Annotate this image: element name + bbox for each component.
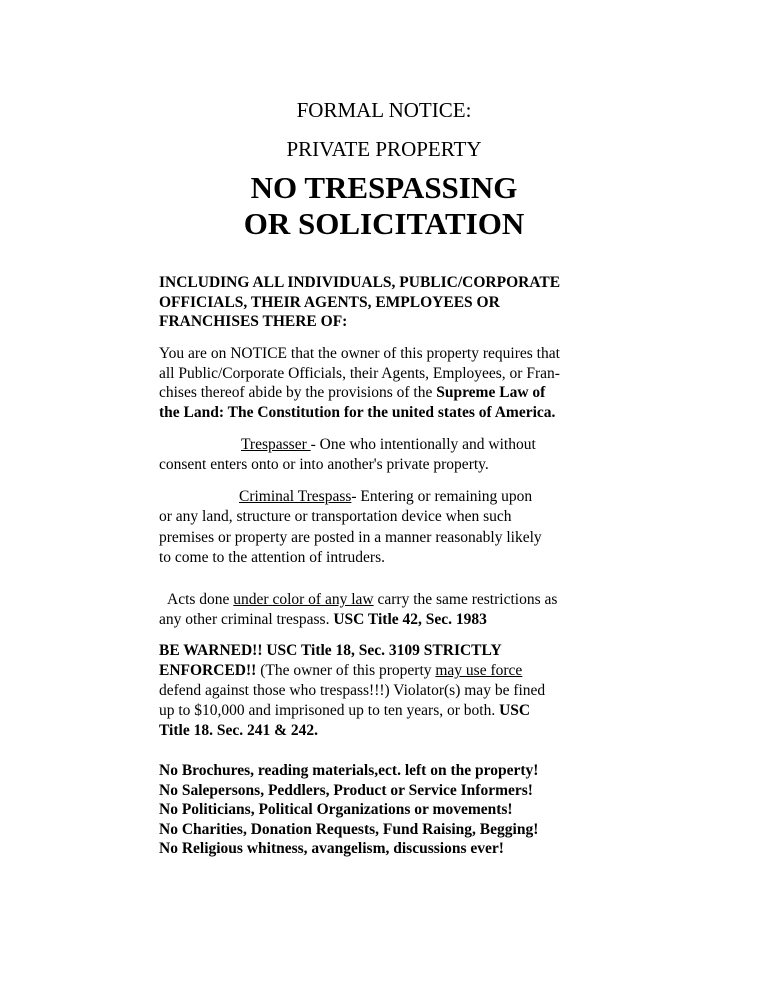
trespasser-text: - One who intentionally and without (310, 436, 536, 453)
notice-line: all Public/Corporate Officials, their Agents, Employees, or Fran- (159, 364, 560, 382)
usc-title-18-line: Title 18. Sec. 241 & 242. (159, 722, 319, 739)
formal-notice-heading: FORMAL NOTICE: (296, 98, 472, 122)
prohibition-item: No Salepersons, Peddlers, Product or Service Informers! (159, 781, 533, 799)
acts-paragraph (159, 590, 619, 630)
prohibition-item: No Charities, Donation Requests, Fund Raising, Begging! (159, 820, 539, 838)
prohibition-item: No Religious whitness, avangelism, discussions ever! (159, 840, 504, 858)
notice-line (159, 383, 619, 403)
criminal-line: to come to the attention of intruders. (159, 548, 385, 566)
prohibition-item: No Politicians, Political Organizations or movements! (159, 801, 513, 819)
supreme-law-text: Supreme Law of (436, 384, 546, 402)
including-line: OFFICIALS, THEIR AGENTS, EMPLOYEES OR (159, 293, 500, 311)
criminal-line: or any land, structure or transportation device when such (159, 508, 512, 526)
criminal-trespass-definition (159, 487, 619, 568)
acts-text: any other criminal trespass. (159, 611, 334, 628)
trespasser-line (159, 435, 619, 455)
criminal-trespass-term: Criminal Trespass (239, 488, 352, 505)
warning-paragraph (159, 641, 619, 741)
trespasser-line: consent enters onto or into another's private property. (159, 455, 489, 473)
prohibition-item: No Brochures, reading materials,ect. left on the property! (159, 762, 539, 779)
title-line-2: OR SOLICITATION (243, 206, 525, 241)
warning-text: up to $10,000 and imprisoned up to ten years, or both. (159, 702, 500, 719)
warning-line: defend against those who trespass!!!) Violator(s) may be fined (159, 682, 546, 699)
notice-line: You are on NOTICE that the owner of this property requires that (159, 345, 560, 362)
acts-text: Acts done (167, 591, 234, 608)
including-line: FRANCHISES THERE OF: (159, 313, 348, 330)
warning-text: (The owner of this property (256, 662, 436, 679)
acts-line (159, 610, 619, 630)
title-line-1: NO TRESPASSING (250, 170, 518, 205)
enforced-text: ENFORCED!! (159, 662, 257, 679)
acts-text: carry the same restrictions as (373, 591, 558, 608)
private-property-heading: PRIVATE PROPERTY (286, 137, 482, 161)
constitution-line: the Land: The Constitution for the united states of America. (159, 404, 556, 422)
warning-line: BE WARNED!! USC Title 18, Sec. 3109 STRICTLY (159, 642, 502, 659)
color-of-law-text: under color of any law (233, 591, 374, 608)
warning-line (159, 701, 619, 721)
may-use-force-text: may use force (435, 662, 523, 679)
including-paragraph (159, 273, 619, 332)
notice-text: chises thereof abide by the provisions of the (159, 384, 437, 402)
criminal-line: premises or property are posted in a manner reasonably likely (159, 528, 542, 546)
prohibitions-list (159, 761, 619, 859)
warning-line (159, 661, 619, 681)
usc-text: USC (499, 702, 531, 719)
acts-line (159, 590, 619, 610)
criminal-text: - Entering or remaining upon (351, 488, 533, 505)
trespasser-definition (159, 435, 619, 474)
notice-paragraph (159, 344, 619, 423)
criminal-line (159, 487, 619, 507)
including-line: INCLUDING ALL INDIVIDUALS, PUBLIC/CORPORATE (159, 274, 561, 291)
usc-title-42-text: USC Title 42, Sec. 1983 (333, 611, 487, 628)
trespasser-term: Trespasser (241, 436, 311, 453)
